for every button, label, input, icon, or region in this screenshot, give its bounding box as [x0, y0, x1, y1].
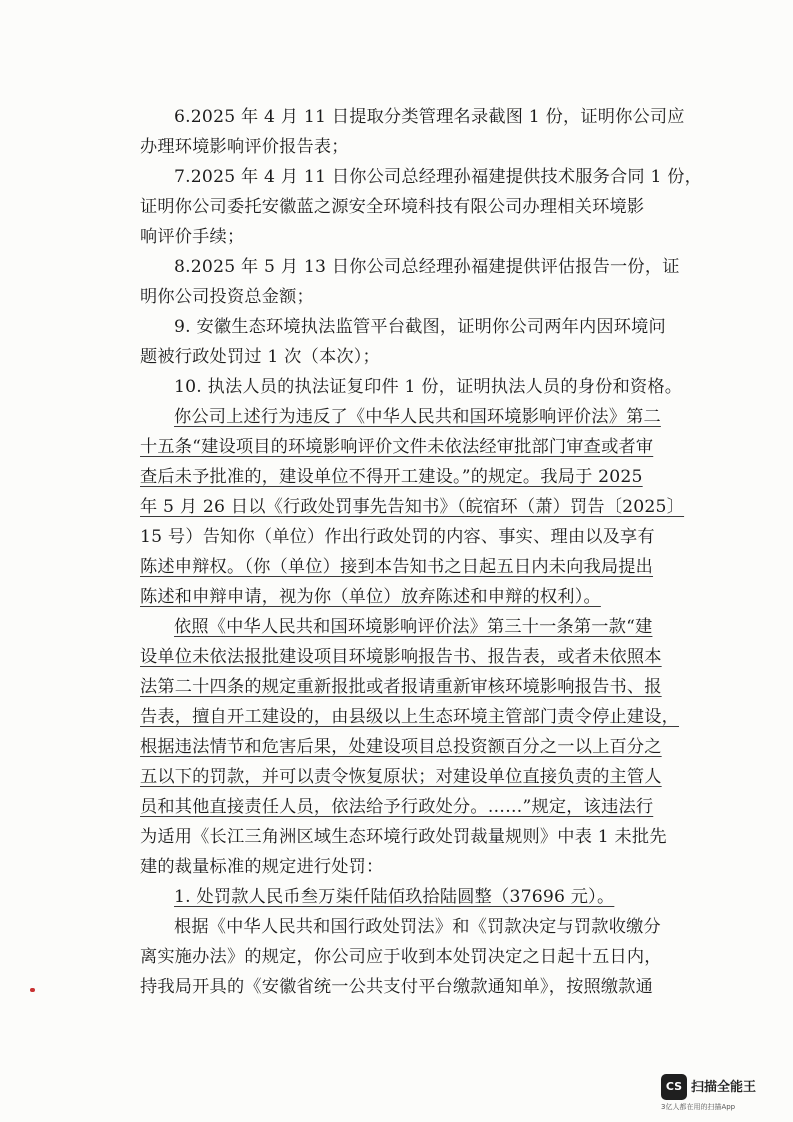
line-1: 6.2025 年 4 月 11 日提取分类管理名录截图 1 份，证明你公司应: [174, 107, 685, 127]
line-29: 离实施办法》的规定，你公司应于收到本处罚决定之日起十五日内，: [140, 947, 662, 967]
line-22: 根据违法情节和危害后果，处建设项目总投资额百分之一以上百分之: [140, 737, 662, 757]
line-15: 15 号）告知你（单位）作出行政处罚的内容、事实、理由以及享有: [140, 527, 655, 547]
line-9: 题被行政处罚过 1 次（本次）；: [140, 347, 380, 367]
line-11: 你公司上述行为违反了《中华人民共和国环境影响评价法》第二: [174, 407, 661, 427]
line-6: 8.2025 年 5 月 13 日你公司总经理孙福建提供评估报告一份，证: [174, 257, 680, 277]
line-17: 陈述和申辩申请，视为你（单位）放弃陈述和申辩的权利）。: [140, 587, 601, 607]
line-16: 陈述申辩权。（你（单位）接到本告知书之日起五日内未向我局提出: [140, 557, 654, 577]
line-19: 设单位未依法报批建设项目环境影响报告书、报告表，或者未依照本: [140, 647, 662, 667]
line-30: 持我局开具的《安徽省统一公共支付平台缴款通知单》，按照缴款通: [140, 977, 654, 997]
line-10: 10. 执法人员的执法证复印件 1 份，证明执法人员的身份和资格。: [174, 377, 683, 397]
line-21: 告表，擅自开工建设的，由县级以上生态环境主管部门责令停止建设，: [140, 707, 680, 727]
line-24: 员和其他直接责任人员，依法给予行政处分。……”规定，该违法行: [140, 797, 654, 817]
line-13: 查后未予批准的，建设单位不得开工建设。”的规定。我局于 2025: [140, 467, 643, 487]
line-26: 建的裁量标准的规定进行处罚：: [140, 857, 384, 877]
scanner-watermark: [661, 1072, 781, 1112]
line-18: 依照《中华人民共和国环境影响评价法》第三十一条第一款“建: [174, 617, 653, 637]
line-7: 明你公司投资总金额；: [140, 287, 314, 307]
line-20: 法第二十四条的规定重新报批或者报请重新审核环境影响报告书、报: [140, 677, 662, 697]
watermark-app-name: 扫描全能王: [691, 1080, 757, 1095]
line-28: 根据《中华人民共和国行政处罚法》和《罚款决定与罚款收缴分: [174, 917, 661, 937]
line-23: 五以下的罚款，并可以责令恢复原状；对建设单位直接负责的主管人: [140, 767, 662, 787]
line-3: 7.2025 年 4 月 11 日你公司总经理孙福建提供技术服务合同 1 份，: [174, 167, 703, 187]
line-2: 办理环境影响评价报告表；: [140, 137, 349, 157]
line-25: 为适用《长江三角洲区域生态环境行政处罚裁量规则》中表 1 未批先: [140, 827, 667, 847]
line-12: 十五条“建设项目的环境影响评价文件未依法经审批部门审查或者审: [140, 437, 654, 457]
line-4: 证明你公司委托安徽蓝之源安全环境科技有限公司办理相关环境影: [140, 197, 645, 217]
camscanner-logo-icon: CS: [661, 1074, 687, 1100]
red-ink-mark: [30, 988, 35, 992]
line-5: 响评价手续；: [140, 227, 245, 247]
line-27: 1. 处罚款人民币叁万柒仟陆佰玖拾陆圆整（37696 元）。: [174, 887, 615, 907]
watermark-tagline: 3亿人都在用的扫描App: [661, 1103, 736, 1111]
line-8: 9. 安徽生态环境执法监管平台截图，证明你公司两年内因环境问: [174, 317, 666, 337]
line-14: 年 5 月 26 日以《行政处罚事先告知书》（皖宿环（萧）罚告〔2025〕: [140, 497, 685, 517]
